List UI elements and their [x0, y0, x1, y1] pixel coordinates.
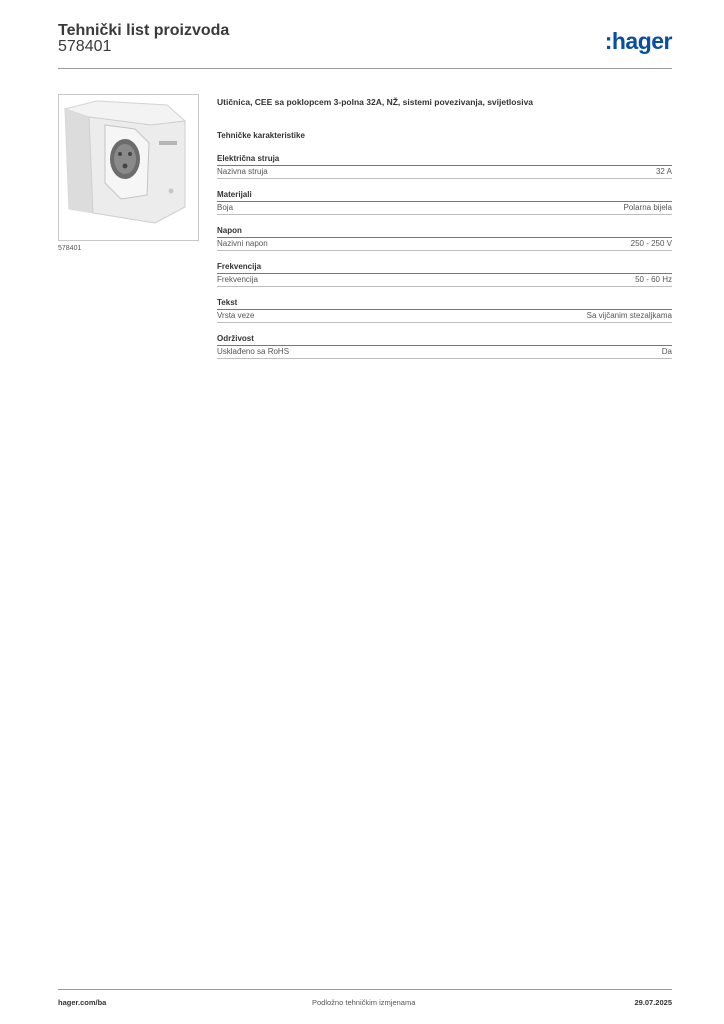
spec-row	[217, 238, 672, 251]
spec-group-title: Električna struja	[217, 153, 672, 166]
spec-group	[217, 297, 672, 323]
page-header	[58, 22, 672, 69]
spec-group	[217, 261, 672, 287]
product-image	[58, 94, 199, 241]
spec-label: Nazivni napon	[217, 239, 268, 248]
spec-row	[217, 346, 672, 359]
spec-group-title: Frekvencija	[217, 261, 672, 274]
spec-label: Usklađeno sa RoHS	[217, 347, 290, 356]
hager-logo: :hager	[604, 28, 672, 54]
spec-group	[217, 333, 672, 359]
spec-value: Da	[661, 347, 672, 356]
product-code: 578401	[58, 38, 112, 55]
image-caption: 578401	[58, 245, 82, 252]
spec-value: 32 A	[655, 167, 672, 176]
header-divider	[58, 68, 672, 69]
spec-group	[217, 225, 672, 251]
spec-label: Frekvencija	[217, 275, 258, 284]
spec-group	[217, 189, 672, 215]
website-link[interactable]: hager.com/ba	[58, 998, 107, 1007]
spec-value: 50 - 60 Hz	[635, 275, 672, 284]
footer-notice: Podložno tehničkim izmjenama	[312, 998, 416, 1007]
footer-divider	[58, 989, 672, 990]
spec-group-title: Materijali	[217, 189, 672, 202]
document-title: Tehnički list proizvoda	[58, 22, 230, 39]
spec-row	[217, 274, 672, 287]
spec-row	[217, 202, 672, 215]
spec-value: 250 - 250 V	[630, 239, 672, 248]
spec-group-title: Održivost	[217, 333, 672, 346]
spec-label: Boja	[217, 203, 234, 212]
spec-group-title: Tekst	[217, 297, 672, 310]
spec-row	[217, 166, 672, 179]
specifications	[217, 96, 672, 359]
product-description: Utičnica, CEE sa poklopcem 3-polna 32A, NŽ, sistemi povezivanja, svijetlosiva	[217, 97, 534, 107]
page-footer	[58, 998, 672, 1010]
spec-value: Sa vijčanim stezaljkama	[586, 311, 672, 320]
spec-row	[217, 310, 672, 323]
section-heading: Tehničke karakteristike	[217, 131, 305, 140]
footer-date: 29.07.2025	[634, 998, 672, 1007]
spec-label: Vrsta veze	[217, 311, 255, 320]
spec-value: Polarna bijela	[623, 203, 672, 212]
socket-illustration	[59, 95, 198, 240]
spec-group-title: Napon	[217, 225, 672, 238]
spec-label: Nazivna struja	[217, 167, 268, 176]
spec-group	[217, 153, 672, 179]
